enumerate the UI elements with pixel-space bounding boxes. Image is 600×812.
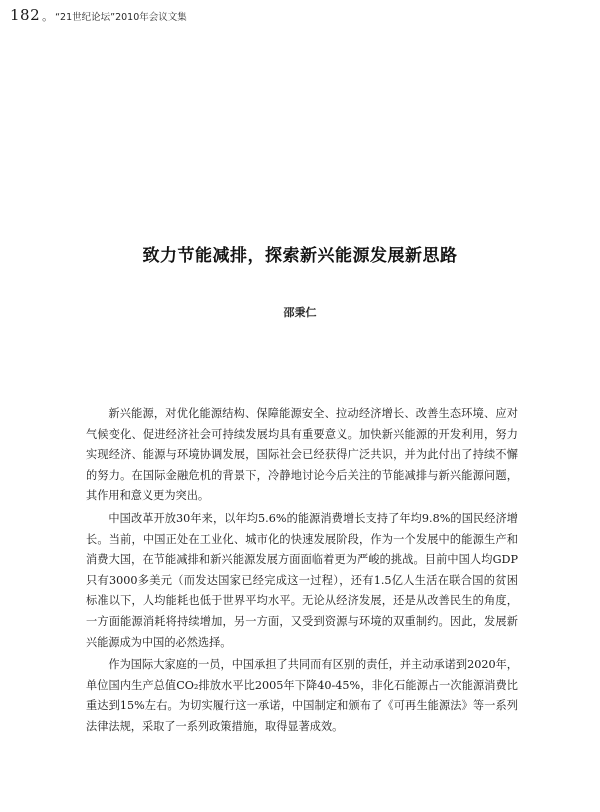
series-title: “21世纪论坛”2010年会议文集: [55, 12, 187, 23]
body-paragraph-2: 中国改革开放30年来，以年均5.6%的能源消费增长支持了年均9.8%的国民经济增长。当前，中国正处在工业化、城市化的快速发展阶段，作为一个发展中的能源生产和消费大国，在节能减排和新兴能源发展方面面临着更为严峻的挑战。目前中国人均GDP只有3000多美元（而发达国家已经完成这一过程），还有1.5亿人生活在联合国的贫困标准以下，人均能耗也低于世界平均水平。无论从经济发展，还是从改善民生的角度，一方面能源消耗将持续增加，另一方面，又受到资源与环境的双重制约。因此，发展新兴能源成为中国的必然选择。: [86, 511, 518, 649]
body-paragraph-3: 作为国际大家庭的一员，中国承担了共同而有区别的责任，并主动承诺到2020年，单位国内生产总值CO₂排放水平比2005年下降40-45%，非化石能源占一次能源消费比重达到15%左右。为切实履行这一承诺，中国制定和颁布了《可再生能源法》等一系列法律法规，采取了一系列政策措施，取得显著成效。: [86, 658, 518, 733]
body-paragraph-1: 新兴能源，对优化能源结构、保障能源安全、拉动经济增长、改善生态环境、应对气候变化、促进经济社会可持续发展均具有重要意义。加快新兴能源的开发利用，努力实现经济、能源与环境协调发展，国际社会已经获得广泛共识，并为此付出了持续不懈的努力。在国际金融危机的背景下，冷静地讨论今后关注的节能减排与新兴能源问题，其作用和意义更为突出。: [86, 407, 518, 503]
page-number: 182: [10, 6, 41, 24]
header-separator: 。: [42, 10, 54, 23]
running-header: [10, 6, 187, 26]
article-body: [86, 404, 518, 740]
article-author: 邵秉仁: [283, 306, 317, 319]
article-title: 致力节能减排，探索新兴能源发展新思路: [142, 246, 458, 266]
